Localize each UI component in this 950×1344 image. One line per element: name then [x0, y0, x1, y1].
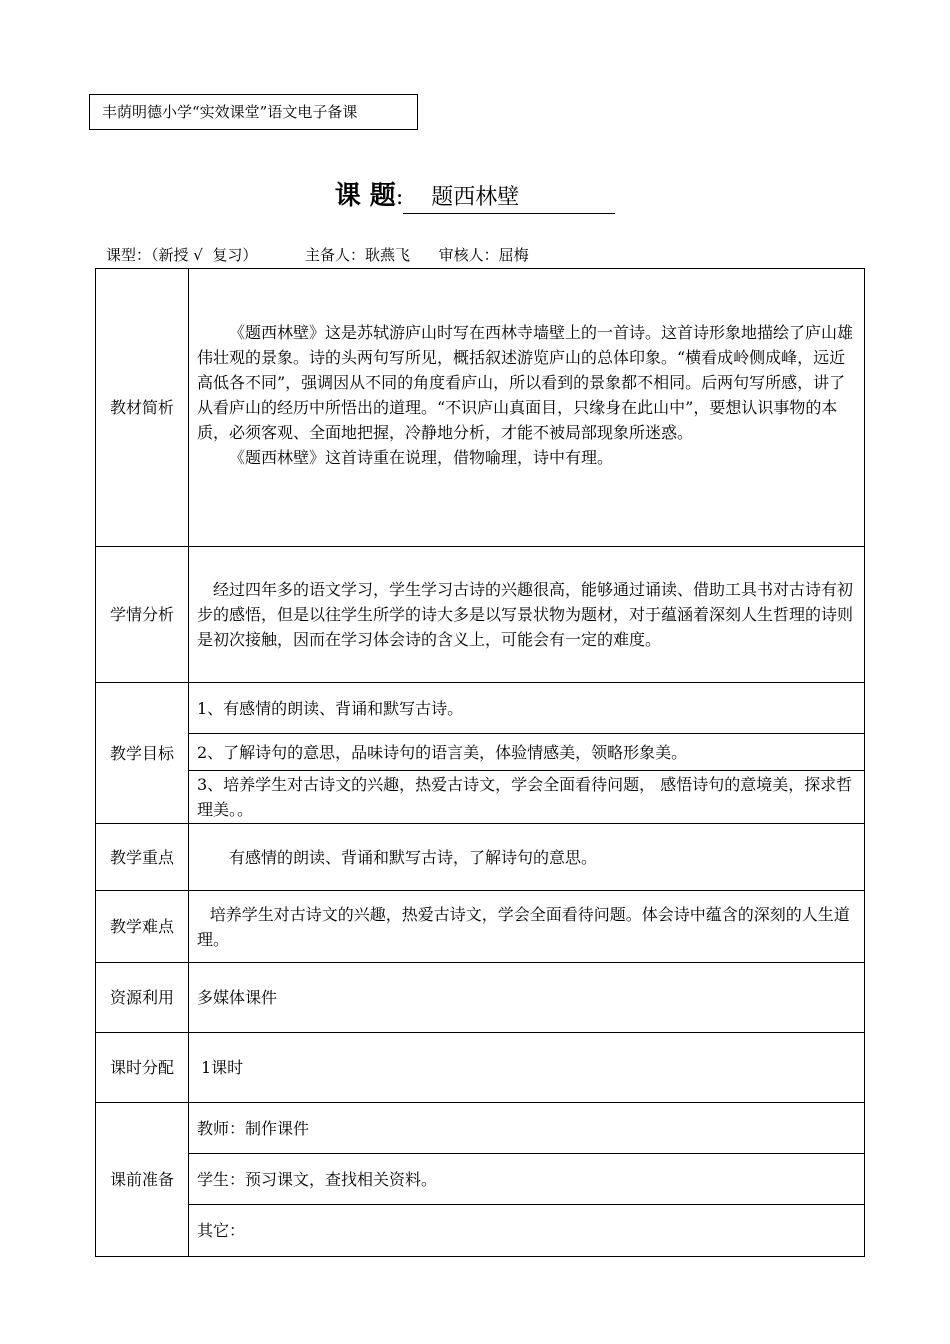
zhongdian-text: 有感情的朗读、背诵和默写古诗，了解诗句的意思。: [229, 847, 598, 867]
row-zhongdian: [96, 824, 865, 891]
row-mubiao-2: [96, 734, 865, 771]
row-xueqing: [96, 547, 865, 683]
nandian-text: 培养学生对古诗文的兴趣，热爱古诗文，学会全面看待问题。体会诗中蕴含的深刻的人生道理。: [197, 904, 850, 949]
label-nandian: 教学难点: [96, 891, 189, 963]
keshi-text: 1课时: [201, 1058, 244, 1077]
row-ziyuan: [96, 963, 865, 1033]
row-kengqian-1: [96, 1103, 865, 1154]
cell-jiaocai: [189, 269, 865, 547]
row-kengqian-3: [96, 1205, 865, 1257]
cell-xueqing: [189, 547, 865, 683]
title-text: 题西林壁: [403, 183, 615, 214]
row-kengqian-2: [96, 1154, 865, 1205]
row-mubiao-3: [96, 771, 865, 824]
row-mubiao-1: [96, 683, 865, 734]
cell-nandian: [189, 891, 865, 963]
lesson-title: [0, 176, 950, 218]
cell-keshi: [189, 1033, 865, 1103]
label-kengqian: 课前准备: [96, 1103, 189, 1257]
jiaocai-paragraph-2: 《题西林壁》这首诗重在说理，借物喻理，诗中有理。: [229, 447, 614, 467]
lesson-meta-line: 课型：（新授 √ 复习） 主备人：耿燕飞 审核人：屈梅: [106, 246, 529, 264]
title-prefix: 课 题: [334, 181, 396, 211]
mubiao-item-3: 3、培养学生对古诗文的兴趣，热爱古诗文，学会全面看待问题， 感悟诗句的意境美，探求哲理美。。: [189, 771, 865, 824]
label-ziyuan: 资源利用: [96, 963, 189, 1033]
label-zhongdian: 教学重点: [96, 824, 189, 891]
kengqian-item-2: 学生：预习课文，查找相关资料。: [189, 1154, 865, 1205]
row-nandian: [96, 891, 865, 963]
kengqian-item-3: 其它：: [189, 1205, 865, 1257]
lesson-plan-table: [95, 268, 865, 1257]
school-header-box: [89, 94, 418, 130]
mubiao-item-1: 1、有感情的朗读、背诵和默写古诗。: [189, 683, 865, 734]
label-xueqing: 学情分析: [96, 547, 189, 683]
ziyuan-text: 多媒体课件: [189, 963, 865, 1033]
title-colon: :: [395, 185, 404, 210]
cell-zhongdian: [189, 824, 865, 891]
xueqing-text: 经过四年多的语文学习，学生学习古诗的兴趣很高，能够通过诵读、借助工具书对古诗有初步的感悟，但是以往学生所学的诗大多是以写景状物为题材，对于蕴涵着深刻人生哲理的诗则是初次接触，因而在学习体会诗的含义上，可能会有一定的难度。: [197, 580, 854, 649]
row-jiaocai: [96, 269, 865, 547]
label-mubiao: 教学目标: [96, 683, 189, 824]
row-keshi: [96, 1033, 865, 1103]
mubiao-item-2: 2、了解诗句的意思，品味诗句的语言美，体验情感美，领略形象美。: [189, 734, 865, 771]
jiaocai-paragraph-1: 《题西林壁》这是苏轼游庐山时写在西林寺墙壁上的一首诗。这首诗形象地描绘了庐山雄伟壮观的景象。诗的头两句写所见，概括叙述游览庐山的总体印象。“横看成岭侧成峰，远近高低各不同”，强调因从不同的角度看庐山，所以看到的景象都不相同。后两句写所感，讲了从看庐山的经历中所悟出的道理。“不识庐山真面目，只缘身在此山中”，要想认识事物的本质，必须客观、全面地把握，冷静地分析，才能不被局部现象所迷惑。: [197, 322, 854, 442]
label-jiaocai: 教材简析: [96, 269, 189, 547]
label-keshi: 课时分配: [96, 1033, 189, 1103]
kengqian-item-1: 教师：制作课件: [189, 1103, 865, 1154]
school-header-text: 丰荫明德小学“实效课堂”语文电子备课: [102, 103, 358, 121]
